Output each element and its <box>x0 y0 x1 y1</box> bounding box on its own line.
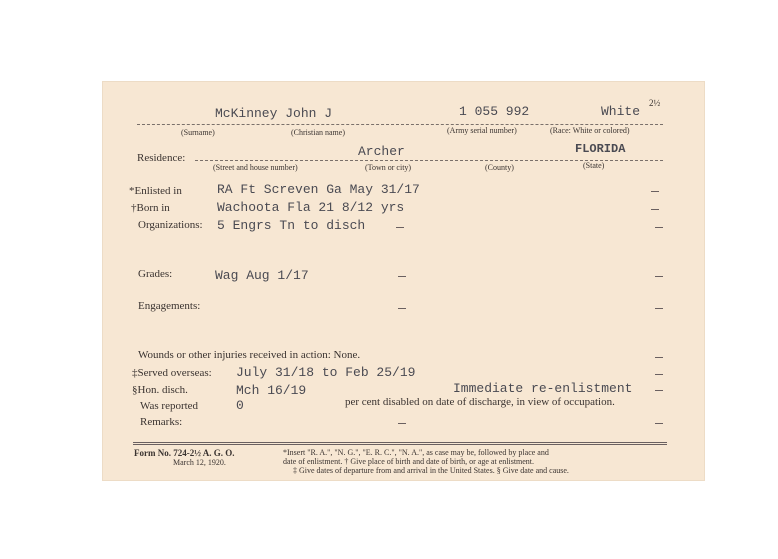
surname-caption: (Surname) <box>181 128 215 137</box>
grades-dash-mid <box>398 276 406 277</box>
footer-rule-top <box>133 442 667 443</box>
disabled-statement: per cent disabled on date of discharge, in view of occupation. <box>345 396 615 408</box>
name-rule <box>137 124 663 125</box>
army-serial-number: 1 055 992 <box>459 104 530 119</box>
born-label: †Born in <box>131 202 170 214</box>
honorable-discharge-value: Mch 16/19 <box>236 383 307 398</box>
organizations-dash <box>655 227 663 228</box>
remarks-label: Remarks: <box>140 416 183 428</box>
county-caption: (County) <box>485 163 514 172</box>
soldier-name: McKinney John J <box>215 106 333 121</box>
race-value: White <box>601 104 641 119</box>
engagements-dash-mid <box>398 308 406 309</box>
served-overseas-label: ‡Served overseas: <box>132 367 212 379</box>
served-dash <box>655 374 663 375</box>
wounds-label: Wounds or other injuries received in action: None. <box>138 349 361 361</box>
enlisted-dash <box>651 191 659 192</box>
remarks-dash-mid <box>398 423 406 424</box>
residence-state: FLORIDA <box>575 142 626 156</box>
footnote-line-3: ‡ Give dates of departure from and arrival in the United States. § Give date and cause. <box>293 466 569 475</box>
service-record-card <box>103 82 704 480</box>
residence-town: Archer <box>358 144 405 159</box>
organizations-dash-mid <box>396 227 404 228</box>
was-reported-label: Was reported <box>140 400 199 412</box>
wounds-dash <box>655 357 663 358</box>
footer-rule-bottom <box>133 444 667 445</box>
was-reported-value: 0 <box>236 398 244 413</box>
town-caption: (Town or city) <box>365 163 412 172</box>
born-value: Wachoota Fla 21 8/12 yrs <box>217 200 405 215</box>
serial-caption: (Army serial number) <box>447 126 517 135</box>
christian-name-caption: (Christian name) <box>291 128 345 137</box>
residence-label: Residence: <box>137 152 186 164</box>
organizations-value: 5 Engrs Tn to disch <box>217 218 366 233</box>
grades-value: Wag Aug 1/17 <box>215 268 309 283</box>
served-overseas-value: July 31/18 to Feb 25/19 <box>236 365 416 380</box>
state-caption: (State) <box>583 161 605 170</box>
footnote-line-2: date of enlistment. † Give place of birth and date of birth, or age at enlistment. <box>283 457 535 466</box>
enlisted-label: *Enlisted in <box>129 185 182 197</box>
born-dash <box>651 209 659 210</box>
remarks-dash <box>655 423 663 424</box>
hon-dash <box>655 390 663 391</box>
race-caption: (Race: White or colored) <box>550 126 630 135</box>
organizations-label: Organizations: <box>138 219 203 231</box>
engagements-dash <box>655 308 663 309</box>
grades-dash <box>655 276 663 277</box>
form-number: Form No. 724-2½ A. G. O. <box>134 448 235 458</box>
reenlistment-value: Immediate re-enlistment <box>453 381 633 396</box>
footnote-line-1: *Insert "R. A.", "N. G.", "E. R. C.", "N. A.", as case may be, followed by place and <box>283 448 549 457</box>
enlisted-value: RA Ft Screven Ga May 31/17 <box>217 182 420 197</box>
engagements-label: Engagements: <box>138 300 201 312</box>
honorable-discharge-label: §Hon. disch. <box>132 384 188 396</box>
form-date: March 12, 1920. <box>173 458 226 467</box>
race-superscript: 2½ <box>649 98 661 108</box>
grades-label: Grades: <box>138 268 173 280</box>
street-caption: (Street and house number) <box>213 163 298 172</box>
